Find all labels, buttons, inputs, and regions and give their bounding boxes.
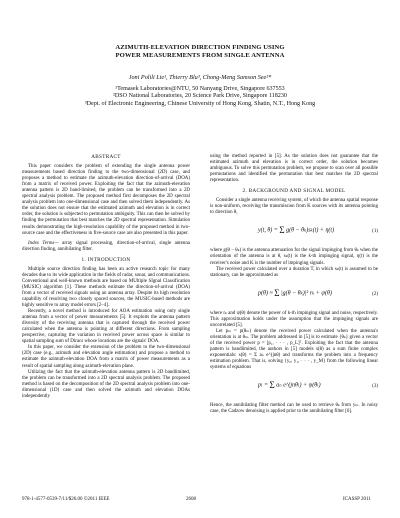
abstract-heading: ABSTRACT <box>91 154 121 160</box>
intro-paragraph-2: Recently, a novel method is introduced for AOA estimation using only single antenna from a vector of power measurements [5]. It exploits the antenna pattern diversity of the receiving antenna that is captured through the received power calculated when the antenna is pointing at different directions. From sampling perspective, capturing the variation in received power across space is similar to spatial sampling sum of Diracs whose locations are the signals' DOA. <box>22 309 190 345</box>
section-2-paragraph-1: Consider a single antenna receiving system, of which the antenna spatial response is non-uniform, receiving the transmission from K sources with its antenna pointing to direction θ, <box>210 198 378 216</box>
affiliation-3: ³Dept. of Electronic Engineering, Chinese University of Hong Kong, Shatin, N.T., Hong Kong <box>84 101 316 107</box>
equation-3 <box>210 374 378 400</box>
equation-1-rhs: g(θ − θₖ)sₖ(t) + η(t) <box>284 227 335 234</box>
section-2-paragraph-3: The received power calculated over a duration T, in which sₖ(t) is assumed to be stationary, can be approximated as <box>210 266 378 278</box>
equation-1 <box>210 219 378 245</box>
footer-conference: ICASSP 2011 <box>343 497 371 502</box>
equation-1-number: (1) <box>372 229 378 235</box>
right-column <box>210 154 378 415</box>
intro-paragraph-1: Multiple source direction finding has been an active research topic for many decades due to its wide application in the fields of radar, sonar, and communications. Conventional and well-known methods are based on MUltiple SIgnal Classification (MUSIC) algorithm [1]. These methods estimate the direction-of-arrival (DOA) from a vector of received signals using an antenna array. Despite its high resolution capability of resolving two closely spaced sources, the MUSIC-based methods are highly sensitive to array model errors [2–4]. <box>22 266 190 309</box>
equation-2-number: (2) <box>372 291 378 297</box>
author-list: Joni Polili Lie¹, Thierry Blu³, Chong-Meng Samson See²* <box>128 73 272 81</box>
index-terms <box>22 241 190 253</box>
equation-2-rhs: |g(θ − θₖ)|² rₖ + ψ(θ) <box>279 290 332 297</box>
equation-3-lhs: pₗ = <box>258 382 270 389</box>
affiliation-1: ¹Temasek Laboratories@NTU, 50 Nanyang Drive, Singapore 637553 <box>115 85 285 92</box>
equation-2-lhs: p(θ) ≈ <box>258 290 275 297</box>
equation-3-rhs: aₙ e^(jnθₗ) + ψ(θₗ) <box>274 382 321 389</box>
summation-symbol: Σ <box>274 287 280 298</box>
affiliation-2: ²DSO National Laboratories, 20 Science Park Drive, Singapore 118230 <box>113 93 287 100</box>
affiliations <box>0 86 400 109</box>
left-column <box>22 154 190 400</box>
paper-title <box>0 44 400 61</box>
index-terms-list: array signal processing, direction-of-arrival, single antenna direction finding, annihilating filter. <box>22 240 190 252</box>
index-terms-label: Index Terms— <box>28 240 59 246</box>
summation-symbol: Σ <box>269 380 275 391</box>
abstract-text: This paper considers the problem of extending the single antenna power measurements based direction finding to the two-dimensional (2D) case, and proposes a method to estimate the azimuth-elevation direction-of-arrival (DOA) from a matrix of received power. Exploiting the fact that the azimuth-elevation antenna pattern is 2D band-limited, the problem can be transformed into a 2D spectral analysis problem. The proposed method first decomposes the 2D spectral analysis problem into one-dimensional case and then solved them independently. As the solution does not ensure that the estimated azimuth and elevation is in correct order, the solution is subjected to permutation ambiguity. This can then be solved by finding the permutation that best matches the 2D spectral representation. Simulation results demonstrating the high-resolution capability of the proposed method in two-source case and the effectiveness in five-source case are also presented in this paper. <box>22 164 190 236</box>
section-2-paragraph-4: where rₖ and ψ(θ) denote the power of k-th impinging signal and noise, respectively. This approximation holds under the assumption that the impinging signals are uncorrelated [5]. <box>210 310 378 328</box>
section-2-paragraph-6: Hence, the annihilating filter method can be used to retrieve θₖ from yₘ. In noisy case, the Cadzow denoising is applied prior to the annihilating filter [6]. <box>210 403 378 415</box>
intro-paragraph-4: Utilizing the fact that the azimuth-elevation antenna pattern is 2D bandlimited, the problem can be transformed into a 2D spectral analysis problem. The proposed method is based on the decomposition of the 2D spectral analysis problem into one-dimensional (1D) case and then solved the azimuth and elevation DOAs independently <box>22 369 190 399</box>
equation-2 <box>210 282 378 308</box>
intro-continuation: using the method reported in [5]. As the solution does not guarantee that the estimated azimuth and elevation is in correct order, the solution becomes ambiguous. To solve this permutation problem, we propose to scan over all possible permutations and identified the permutation that best matches the 2D spectral representation. <box>210 154 378 184</box>
intro-heading: 1. INTRODUCTION <box>81 256 131 263</box>
footer-copyright: 978-1-4577-0539-7/11/$26.00 ©2011 IEEE <box>22 497 110 502</box>
section-2-heading: 2. BACKGROUND AND SIGNAL MODEL <box>242 188 346 195</box>
paper-header <box>0 44 400 109</box>
equation-1-lhs: y(t, θ) = <box>258 227 280 234</box>
title-line-2: POWER MEASUREMENTS FROM SINGLE ANTENNA <box>115 52 285 60</box>
title-line-1: AZIMUTH-ELEVATION DIRECTION FINDING USING <box>115 44 285 51</box>
summation-symbol: Σ <box>279 225 285 236</box>
equation-3-number: (3) <box>372 384 378 390</box>
intro-paragraph-3: In this paper, we consider the extension of the problem to the two-dimensional (2D) case (e.g., azimuth and elevation angle estimation) and propose a method to estimate the azimuth-elevation DOA from a matrix of power measurements as a result of spatial sampling along azimuth-elevation plane. <box>22 345 190 369</box>
footer-page-number: 2608 <box>186 497 196 502</box>
section-2-paragraph-5: Let pₘ = p(θₘ) denote the received power calculated when the antenna's orientation is at θₘ. The problem addressed in [5] is to estimate {θₖ} given a vector of the received power p = [p₁, · · · , p_L]ᵀ. Exploiting the fact that the antenna pattern is bandlimited, the authors in [5] models s(θ) as a sum finite complex exponentials: s(θ) = Σ aₙ e^(jnθ) and transforms the problem into a frequency estimation problem. That is, solving {y₀, y₁, · · · , y_M} from the following linear systems of equations <box>210 328 378 371</box>
section-2-paragraph-2: where g(θ − θₖ) is the antenna attenuation for the signal impinging from θₖ when the orientation of the antenna is at θ, sₖ(t) is the k-th impinging signal, η(t) is the receiver's noise and K is the number of impinging signals. <box>210 248 378 266</box>
